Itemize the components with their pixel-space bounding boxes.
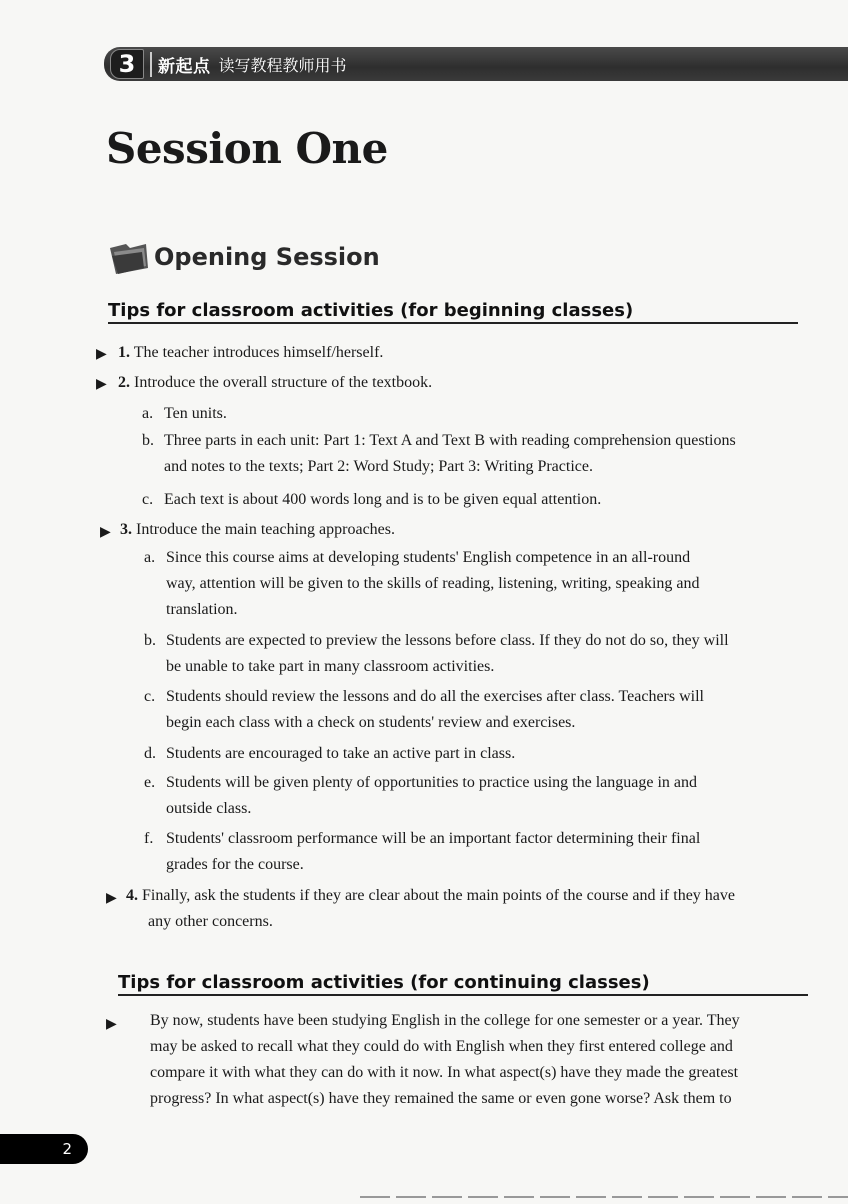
bullet-arrow-icon: ▶ bbox=[106, 1017, 117, 1032]
list-item: 3. Introduce the main teaching approaches. bbox=[120, 521, 395, 538]
sub-item: c. Students should review the lessons and do all the exercises after class. Teachers will begin each class with a check on students' review and exercises. bbox=[144, 688, 704, 731]
running-header bbox=[104, 47, 848, 81]
sub-item: c. Each text is about 400 words long and is to be given equal attention. bbox=[142, 491, 602, 508]
sub-item: a. Since this course aims at developing students' English competence in an all-round way, attention will be given to the skills of reading, listening, writing, speaking and translation. bbox=[144, 549, 700, 618]
bullet-arrow-icon: ▶ bbox=[106, 891, 117, 906]
page-number-tab bbox=[0, 1134, 88, 1164]
tips-heading-continuing: Tips for classroom activities (for continuing classes) bbox=[118, 972, 808, 996]
sub-item: a. Ten units. bbox=[142, 405, 227, 422]
list-item: 2. Introduce the overall structure of the textbook. bbox=[118, 374, 433, 391]
sub-item: f. Students' classroom performance will be an important factor determining their final grades for the course. bbox=[144, 830, 701, 873]
list-item: 4. Finally, ask the students if they are clear about the main points of the course and if they have any other concerns. bbox=[126, 887, 736, 930]
brand-logo-text: 新起点 bbox=[150, 52, 211, 77]
sub-item: b. Students are expected to preview the lessons before class. If they do not do so, they will be unable to take part in many classroom activities. bbox=[144, 632, 729, 675]
tips-heading-beginning: Tips for classroom activities (for beginning classes) bbox=[108, 300, 798, 324]
paragraph: By now, students have been studying English in the college for one semester or a year. They may be asked to recall what they could do with English when they first entered college and compare it with what they can do with it now. In what aspect(s) have they made the greatest progress? In what aspect(s) have they remained the same or even gone worse? Ask them to bbox=[150, 1012, 740, 1107]
opening-session-label: Opening Session bbox=[154, 243, 380, 271]
opening-section-heading bbox=[108, 238, 380, 276]
book-title: 读写教程教师用书 bbox=[218, 55, 347, 75]
session-title: Session One bbox=[106, 124, 388, 173]
sub-item: d. Students are encouraged to take an active part in class. bbox=[144, 745, 516, 762]
bullet-arrow-icon: ▶ bbox=[100, 525, 111, 540]
page-number: 2 bbox=[62, 1140, 72, 1158]
volume-number: 3 bbox=[110, 49, 144, 79]
bullet-arrow-icon: ▶ bbox=[96, 377, 107, 392]
footer-divider bbox=[360, 1196, 848, 1198]
list-item: 1. The teacher introduces himself/herself. bbox=[118, 344, 384, 361]
bullet-arrow-icon: ▶ bbox=[96, 347, 107, 362]
folder-icon bbox=[108, 238, 150, 276]
sub-item: e. Students will be given plenty of opportunities to practice using the language in and outside class. bbox=[144, 774, 697, 817]
sub-item: b. Three parts in each unit: Part 1: Text A and Text B with reading comprehension questions and notes to the texts; Part 2: Word Study; Part 3: Writing Practice. bbox=[142, 432, 736, 475]
